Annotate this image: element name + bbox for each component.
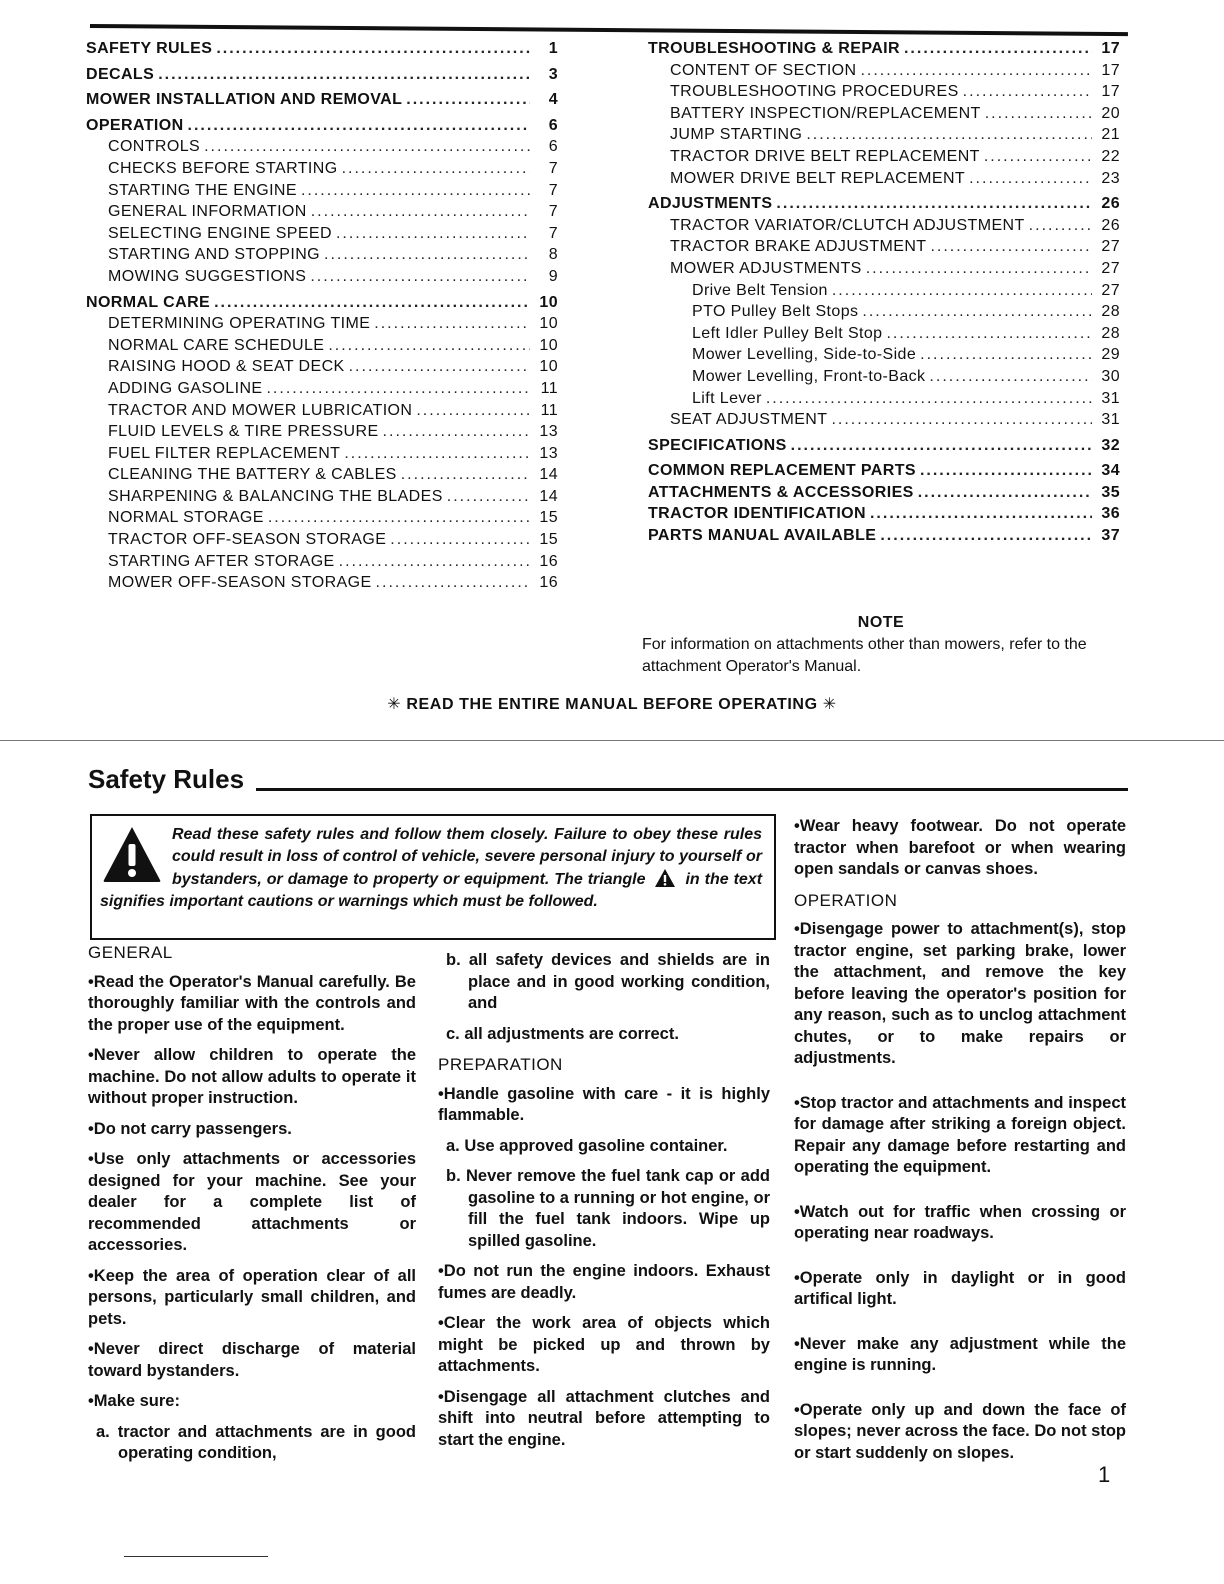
toc-entry-label: DECALS bbox=[86, 65, 155, 83]
toc-entry bbox=[648, 126, 1120, 148]
toc-leader-dots bbox=[766, 390, 1092, 408]
toc-leader-dots bbox=[416, 402, 530, 420]
rule-subitem: a. Use approved gasoline container. bbox=[446, 1136, 728, 1155]
toc-entry-page: 31 bbox=[1101, 411, 1120, 429]
toc-leader-dots bbox=[390, 531, 530, 549]
toc-entry-label: SPECIFICATIONS bbox=[648, 436, 787, 454]
warning-text-part1: Read these safety rules and follow them closely. Failure to obey these rules could result in loss of control of vehicle, severe personal injury to yourself or bystanders, or damage to property or equipment. The triangle bbox=[172, 826, 762, 888]
note-block bbox=[642, 612, 1120, 678]
toc-entry-label: FUEL FILTER REPLACEMENT bbox=[108, 444, 341, 462]
toc-entry-label: BATTERY INSPECTION/REPLACEMENT bbox=[670, 104, 981, 122]
toc-leader-dots bbox=[401, 466, 530, 484]
toc-leader-dots bbox=[886, 325, 1092, 343]
toc-entry bbox=[86, 66, 558, 88]
page-number: 1 bbox=[1098, 1462, 1111, 1487]
toc-entry bbox=[648, 527, 1120, 549]
toc-leader-dots bbox=[920, 346, 1092, 364]
warning-box bbox=[90, 814, 776, 940]
rule-item: •Stop tractor and attachments and inspect for damage after striking a foreign object. Repair any damage before restarting and operating the equipment. bbox=[794, 1093, 1126, 1176]
toc-entry bbox=[648, 260, 1120, 282]
toc-entry-page: 10 bbox=[539, 293, 558, 311]
toc-leader-dots bbox=[204, 138, 530, 156]
toc-entry-label: TRACTOR OFF-SEASON STORAGE bbox=[108, 531, 387, 549]
toc-entry-page: 37 bbox=[1101, 527, 1120, 545]
toc-entry bbox=[86, 203, 558, 225]
toc-leader-dots bbox=[862, 303, 1092, 321]
rule-item: •Never allow children to operate the machine. Do not allow adults to operate it without proper instruction. bbox=[88, 1046, 416, 1107]
toc-entry-label: SAFETY RULES bbox=[86, 40, 213, 57]
toc-entry-page: 13 bbox=[539, 423, 558, 441]
read-entire-banner bbox=[0, 694, 1224, 714]
toc-entry-label: MOWER OFF-SEASON STORAGE bbox=[108, 574, 372, 592]
toc-entry-page: 4 bbox=[548, 91, 558, 109]
toc-entry-page: 21 bbox=[1101, 126, 1120, 144]
toc-entry-label: SELECTING ENGINE SPEED bbox=[108, 224, 332, 242]
toc-entry bbox=[648, 325, 1120, 347]
toc-leader-dots bbox=[806, 126, 1092, 144]
rule-item: •Use only attachments or accessories designed for your machine. See your dealer for a complete list of recommended attachments or accessories. bbox=[88, 1150, 416, 1254]
toc-entry bbox=[86, 337, 558, 359]
toc-entry bbox=[86, 40, 558, 62]
toc-entry-page: 10 bbox=[539, 358, 558, 376]
toc-entry bbox=[86, 466, 558, 488]
toc-leader-dots bbox=[870, 505, 1092, 523]
toc-leader-dots bbox=[328, 337, 530, 355]
toc-entry-page: 7 bbox=[548, 203, 558, 221]
toc-entry-page: 27 bbox=[1101, 259, 1120, 277]
toc-entry-label: STARTING THE ENGINE bbox=[108, 181, 297, 199]
toc-entry bbox=[86, 225, 558, 247]
toc-entry-page: 31 bbox=[1101, 389, 1120, 407]
asterisk-icon: ✳ bbox=[387, 696, 402, 713]
toc-entry-label: MOWING SUGGESTIONS bbox=[108, 267, 307, 285]
toc-entry bbox=[648, 505, 1120, 527]
preparation-heading: PREPARATION bbox=[438, 1055, 563, 1074]
toc-entry bbox=[86, 315, 558, 337]
safety-column-1 bbox=[88, 942, 416, 1474]
toc-leader-dots bbox=[866, 260, 1092, 278]
safety-column-3 bbox=[794, 816, 1126, 1473]
toc-left-column bbox=[86, 40, 558, 596]
toc-entry bbox=[86, 423, 558, 445]
toc-leader-dots bbox=[268, 509, 530, 527]
toc-entry bbox=[648, 105, 1120, 127]
toc-entry-label: GENERAL INFORMATION bbox=[108, 203, 307, 221]
toc-leader-dots bbox=[791, 437, 1092, 455]
toc-leader-dots bbox=[832, 282, 1092, 300]
rule-item: •Do not run the engine indoors. Exhaust fumes are deadly. bbox=[438, 1262, 770, 1302]
toc-entry-page: 13 bbox=[539, 444, 558, 462]
toc-entry-page: 10 bbox=[539, 315, 558, 333]
toc-entry-page: 7 bbox=[548, 159, 558, 177]
toc-entry bbox=[86, 246, 558, 268]
toc-leader-dots bbox=[406, 91, 530, 109]
rule-subitem: a. tractor and attachments are in good operating condition, bbox=[96, 1422, 416, 1462]
toc-entry bbox=[648, 148, 1120, 170]
toc-entry bbox=[648, 40, 1120, 62]
toc-leader-dots bbox=[880, 527, 1092, 545]
toc-entry bbox=[86, 117, 558, 139]
toc-entry-page: 32 bbox=[1101, 436, 1120, 454]
toc-entry-page: 23 bbox=[1101, 169, 1120, 187]
toc-leader-dots bbox=[301, 182, 530, 200]
toc-entry-label: FLUID LEVELS & TIRE PRESSURE bbox=[108, 423, 379, 441]
toc-entry-page: 22 bbox=[1101, 147, 1120, 165]
toc-entry-page: 6 bbox=[548, 138, 558, 156]
toc-leader-dots bbox=[1029, 217, 1092, 235]
rule-item: •Operate only in daylight or in good artifical light. bbox=[794, 1268, 1126, 1308]
toc-entry-page: 11 bbox=[540, 401, 558, 419]
toc-entry bbox=[648, 83, 1120, 105]
toc-entry-label: NORMAL CARE SCHEDULE bbox=[108, 336, 325, 354]
toc-entry-page: 1 bbox=[548, 40, 558, 57]
rule-item: •Read the Operator's Manual carefully. Be thoroughly familiar with the controls and the proper use of the equipment. bbox=[88, 972, 416, 1034]
toc-entry-label: STARTING AFTER STORAGE bbox=[108, 552, 335, 570]
section-divider bbox=[0, 740, 1224, 741]
toc-leader-dots bbox=[311, 203, 530, 221]
toc-entry-label: TRACTOR DRIVE BELT REPLACEMENT bbox=[670, 147, 980, 165]
toc-leader-dots bbox=[969, 170, 1092, 188]
toc-entry-page: 3 bbox=[548, 65, 558, 83]
toc-leader-dots bbox=[324, 246, 530, 264]
toc-entry bbox=[86, 182, 558, 204]
toc-entry-label: TROUBLESHOOTING & REPAIR bbox=[648, 40, 900, 57]
toc-entry-page: 35 bbox=[1101, 483, 1120, 501]
toc-entry bbox=[648, 368, 1120, 390]
rule-item: •Keep the area of operation clear of all persons, particularly small children, and pets. bbox=[88, 1266, 416, 1328]
toc-leader-dots bbox=[349, 358, 530, 376]
asterisk-icon: ✳ bbox=[822, 696, 837, 713]
rule-item: •Make sure: bbox=[88, 1392, 180, 1410]
toc-leader-dots bbox=[920, 462, 1092, 480]
toc-leader-dots bbox=[376, 574, 530, 592]
toc-entry-page: 15 bbox=[539, 531, 558, 549]
title-rule bbox=[256, 788, 1128, 791]
toc-entry-label: NORMAL CARE bbox=[86, 293, 211, 311]
toc-entry bbox=[648, 437, 1120, 459]
toc-entry-page: 17 bbox=[1101, 83, 1120, 101]
toc-entry-page: 36 bbox=[1101, 505, 1120, 523]
toc-entry-page: 15 bbox=[539, 509, 558, 527]
toc-entry bbox=[86, 531, 558, 553]
toc-leader-dots bbox=[374, 315, 530, 333]
toc-entry bbox=[648, 282, 1120, 304]
toc-entry-label: CONTENT OF SECTION bbox=[670, 61, 857, 79]
toc-leader-dots bbox=[214, 294, 530, 312]
safety-column-2 bbox=[438, 950, 770, 1460]
toc-entry-page: 26 bbox=[1101, 216, 1120, 234]
toc-leader-dots bbox=[188, 117, 530, 135]
toc-entry-page: 16 bbox=[539, 552, 558, 570]
toc-entry-label: Mower Levelling, Front-to-Back bbox=[692, 367, 926, 385]
toc-entry-label: CHECKS BEFORE STARTING bbox=[108, 159, 338, 177]
toc-entry-label: COMMON REPLACEMENT PARTS bbox=[648, 462, 916, 480]
toc-entry bbox=[648, 411, 1120, 433]
toc-entry-page: 29 bbox=[1101, 346, 1120, 364]
rule-item: •Operate only up and down the face of slopes; never across the face. Do not stop or start suddenly on slopes. bbox=[794, 1400, 1126, 1462]
toc-entry-label: TRACTOR AND MOWER LUBRICATION bbox=[108, 401, 413, 419]
toc-entry-page: 17 bbox=[1101, 40, 1120, 57]
toc-entry-label: Mower Levelling, Side-to-Side bbox=[692, 346, 917, 364]
toc-entry bbox=[86, 380, 558, 402]
toc-leader-dots bbox=[158, 66, 530, 84]
toc-entry-label: PTO Pulley Belt Stops bbox=[692, 303, 859, 321]
read-entire-text: READ THE ENTIRE MANUAL BEFORE OPERATING bbox=[406, 696, 818, 713]
rule-item: •Watch out for traffic when crossing or operating near roadways. bbox=[794, 1202, 1126, 1242]
toc-entry-label: Lift Lever bbox=[692, 389, 762, 407]
rule-item: •Wear heavy footwear. Do not operate tractor when barefoot or when wearing open sandals or canvas shoes. bbox=[794, 817, 1126, 878]
warning-triangle-icon bbox=[654, 868, 676, 888]
toc-entry-page: 7 bbox=[548, 181, 558, 199]
toc-entry-label: TROUBLESHOOTING PROCEDURES bbox=[670, 83, 959, 101]
toc-entry-label: JUMP STARTING bbox=[670, 126, 803, 144]
toc-leader-dots bbox=[342, 160, 530, 178]
rule-item: •Disengage power to attachment(s), stop tractor engine, set parking brake, lower the attachment, and remove the key before leaving the operator's position for any reason, such as to unclog attachment chutes, or to make repairs or adjustments. bbox=[794, 920, 1126, 1067]
toc-leader-dots bbox=[963, 83, 1092, 101]
toc-entry bbox=[86, 160, 558, 182]
toc-entry-page: 27 bbox=[1101, 281, 1120, 299]
top-rule bbox=[90, 24, 1128, 36]
toc-entry bbox=[648, 195, 1120, 217]
toc-entry-label: MOWER INSTALLATION AND REMOVAL bbox=[86, 91, 403, 109]
toc-entry-label: SHARPENING & BALANCING THE BLADES bbox=[108, 487, 443, 505]
toc-entry-page: 14 bbox=[539, 466, 558, 484]
toc-leader-dots bbox=[984, 148, 1092, 166]
toc-entry-page: 26 bbox=[1101, 195, 1120, 213]
toc-entry-page: 34 bbox=[1101, 462, 1120, 480]
toc-leader-dots bbox=[447, 488, 530, 506]
toc-entry-page: 27 bbox=[1101, 238, 1120, 256]
toc-leader-dots bbox=[344, 445, 530, 463]
toc-entry bbox=[648, 346, 1120, 368]
toc-entry bbox=[648, 462, 1120, 484]
toc-leader-dots bbox=[339, 553, 530, 571]
toc-entry-label: MOWER ADJUSTMENTS bbox=[670, 259, 862, 277]
rule-item: •Disengage all attachment clutches and shift into neutral before attempting to start the engine. bbox=[438, 1387, 770, 1449]
toc-leader-dots bbox=[776, 195, 1092, 213]
toc-leader-dots bbox=[860, 62, 1092, 80]
toc-leader-dots bbox=[216, 40, 530, 58]
toc-entry-label: PARTS MANUAL AVAILABLE bbox=[648, 527, 877, 545]
general-heading: GENERAL bbox=[88, 943, 173, 962]
toc-leader-dots bbox=[266, 380, 530, 398]
toc-leader-dots bbox=[831, 411, 1092, 429]
rule-item: •Clear the work area of objects which might be picked up and thrown by attachments. bbox=[438, 1314, 770, 1375]
toc-leader-dots bbox=[930, 238, 1092, 256]
toc-entry-label: CLEANING THE BATTERY & CABLES bbox=[108, 466, 397, 484]
note-title: NOTE bbox=[857, 614, 905, 631]
toc-entry-label: TRACTOR IDENTIFICATION bbox=[648, 505, 866, 523]
toc-leader-dots bbox=[918, 484, 1092, 502]
toc-entry-label: DETERMINING OPERATING TIME bbox=[108, 315, 371, 333]
toc-entry bbox=[86, 268, 558, 290]
toc-entry-label: Left Idler Pulley Belt Stop bbox=[692, 324, 883, 342]
toc-entry-label: TRACTOR VARIATOR/CLUTCH ADJUSTMENT bbox=[670, 216, 1025, 234]
note-text: For information on attachments other than mowers, refer to the attachment Operator's Manual. bbox=[642, 636, 1087, 675]
operation-heading: OPERATION bbox=[794, 890, 898, 910]
toc-entry-page: 28 bbox=[1101, 303, 1120, 321]
toc-entry-page: 30 bbox=[1101, 367, 1120, 385]
toc-entry-page: 20 bbox=[1101, 104, 1120, 122]
toc-leader-dots bbox=[904, 40, 1092, 58]
toc-entry-page: 6 bbox=[548, 116, 558, 134]
toc-leader-dots bbox=[310, 268, 530, 286]
rule-item: •Handle gasoline with care - it is highly flammable. bbox=[438, 1084, 770, 1124]
toc-entry-label: OPERATION bbox=[86, 116, 184, 134]
toc-leader-dots bbox=[336, 225, 530, 243]
section-title: Safety Rules bbox=[88, 764, 245, 794]
toc-entry bbox=[648, 170, 1120, 192]
toc-entry-page: 16 bbox=[539, 574, 558, 592]
toc-leader-dots bbox=[929, 368, 1092, 386]
toc-entry bbox=[86, 91, 558, 113]
toc-entry-page: 9 bbox=[548, 267, 558, 285]
toc-entry-label: ADJUSTMENTS bbox=[648, 195, 773, 213]
toc-entry bbox=[648, 62, 1120, 84]
rule-subitem: c. all adjustments are correct. bbox=[446, 1024, 679, 1043]
toc-entry-page: 11 bbox=[540, 379, 558, 397]
toc-entry-label: ATTACHMENTS & ACCESSORIES bbox=[648, 483, 914, 501]
rule-item: •Never make any adjustment while the engine is running. bbox=[794, 1334, 1126, 1374]
toc-entry bbox=[86, 574, 558, 596]
toc-entry-label: ADDING GASOLINE bbox=[108, 379, 263, 397]
toc-entry bbox=[86, 488, 558, 510]
toc-entry-page: 8 bbox=[548, 246, 558, 264]
toc-entry bbox=[86, 294, 558, 316]
toc-entry bbox=[648, 217, 1120, 239]
toc-leader-dots bbox=[383, 423, 530, 441]
toc-entry-label: CONTROLS bbox=[108, 138, 201, 156]
toc-entry-label: MOWER DRIVE BELT REPLACEMENT bbox=[670, 169, 966, 187]
toc-leader-dots bbox=[985, 105, 1092, 123]
toc-entry-label: NORMAL STORAGE bbox=[108, 509, 264, 527]
toc-entry bbox=[86, 358, 558, 380]
rule-subitem: b. Never remove the fuel tank cap or add gasoline to a running or hot engine, or fill the fuel tank indoors. Wipe up spilled gasoline. bbox=[446, 1167, 770, 1250]
toc-entry-label: RAISING HOOD & SEAT DECK bbox=[108, 358, 345, 376]
toc-entry bbox=[86, 402, 558, 424]
toc-entry bbox=[86, 509, 558, 531]
toc-entry-page: 10 bbox=[539, 336, 558, 354]
rule-item: •Never direct discharge of material toward bystanders. bbox=[88, 1340, 416, 1380]
footer-line bbox=[124, 1556, 268, 1557]
rule-subitem: b. all safety devices and shields are in place and in good working condition, and bbox=[446, 951, 770, 1012]
toc-entry-label: STARTING AND STOPPING bbox=[108, 246, 320, 264]
warning-text-part2: in the text signifies important cautions or warnings which must be followed. bbox=[100, 871, 763, 910]
rule-item: •Do not carry passengers. bbox=[88, 1119, 292, 1138]
warning-text bbox=[100, 824, 762, 913]
toc-entry bbox=[648, 303, 1120, 325]
toc-entry-label: SEAT ADJUSTMENT bbox=[670, 411, 828, 429]
toc-entry bbox=[86, 445, 558, 467]
toc-entry-label: TRACTOR BRAKE ADJUSTMENT bbox=[670, 238, 927, 256]
toc-entry-page: 7 bbox=[548, 224, 558, 242]
toc-entry-page: 14 bbox=[539, 487, 558, 505]
toc-entry bbox=[648, 238, 1120, 260]
toc-entry bbox=[86, 138, 558, 160]
toc-entry bbox=[648, 484, 1120, 506]
toc-entry-page: 17 bbox=[1101, 61, 1120, 79]
toc-right-column bbox=[648, 40, 1120, 549]
toc-entry-label: Drive Belt Tension bbox=[692, 281, 828, 299]
toc-entry bbox=[86, 553, 558, 575]
toc-entry-page: 28 bbox=[1101, 324, 1120, 342]
toc-entry bbox=[648, 390, 1120, 412]
